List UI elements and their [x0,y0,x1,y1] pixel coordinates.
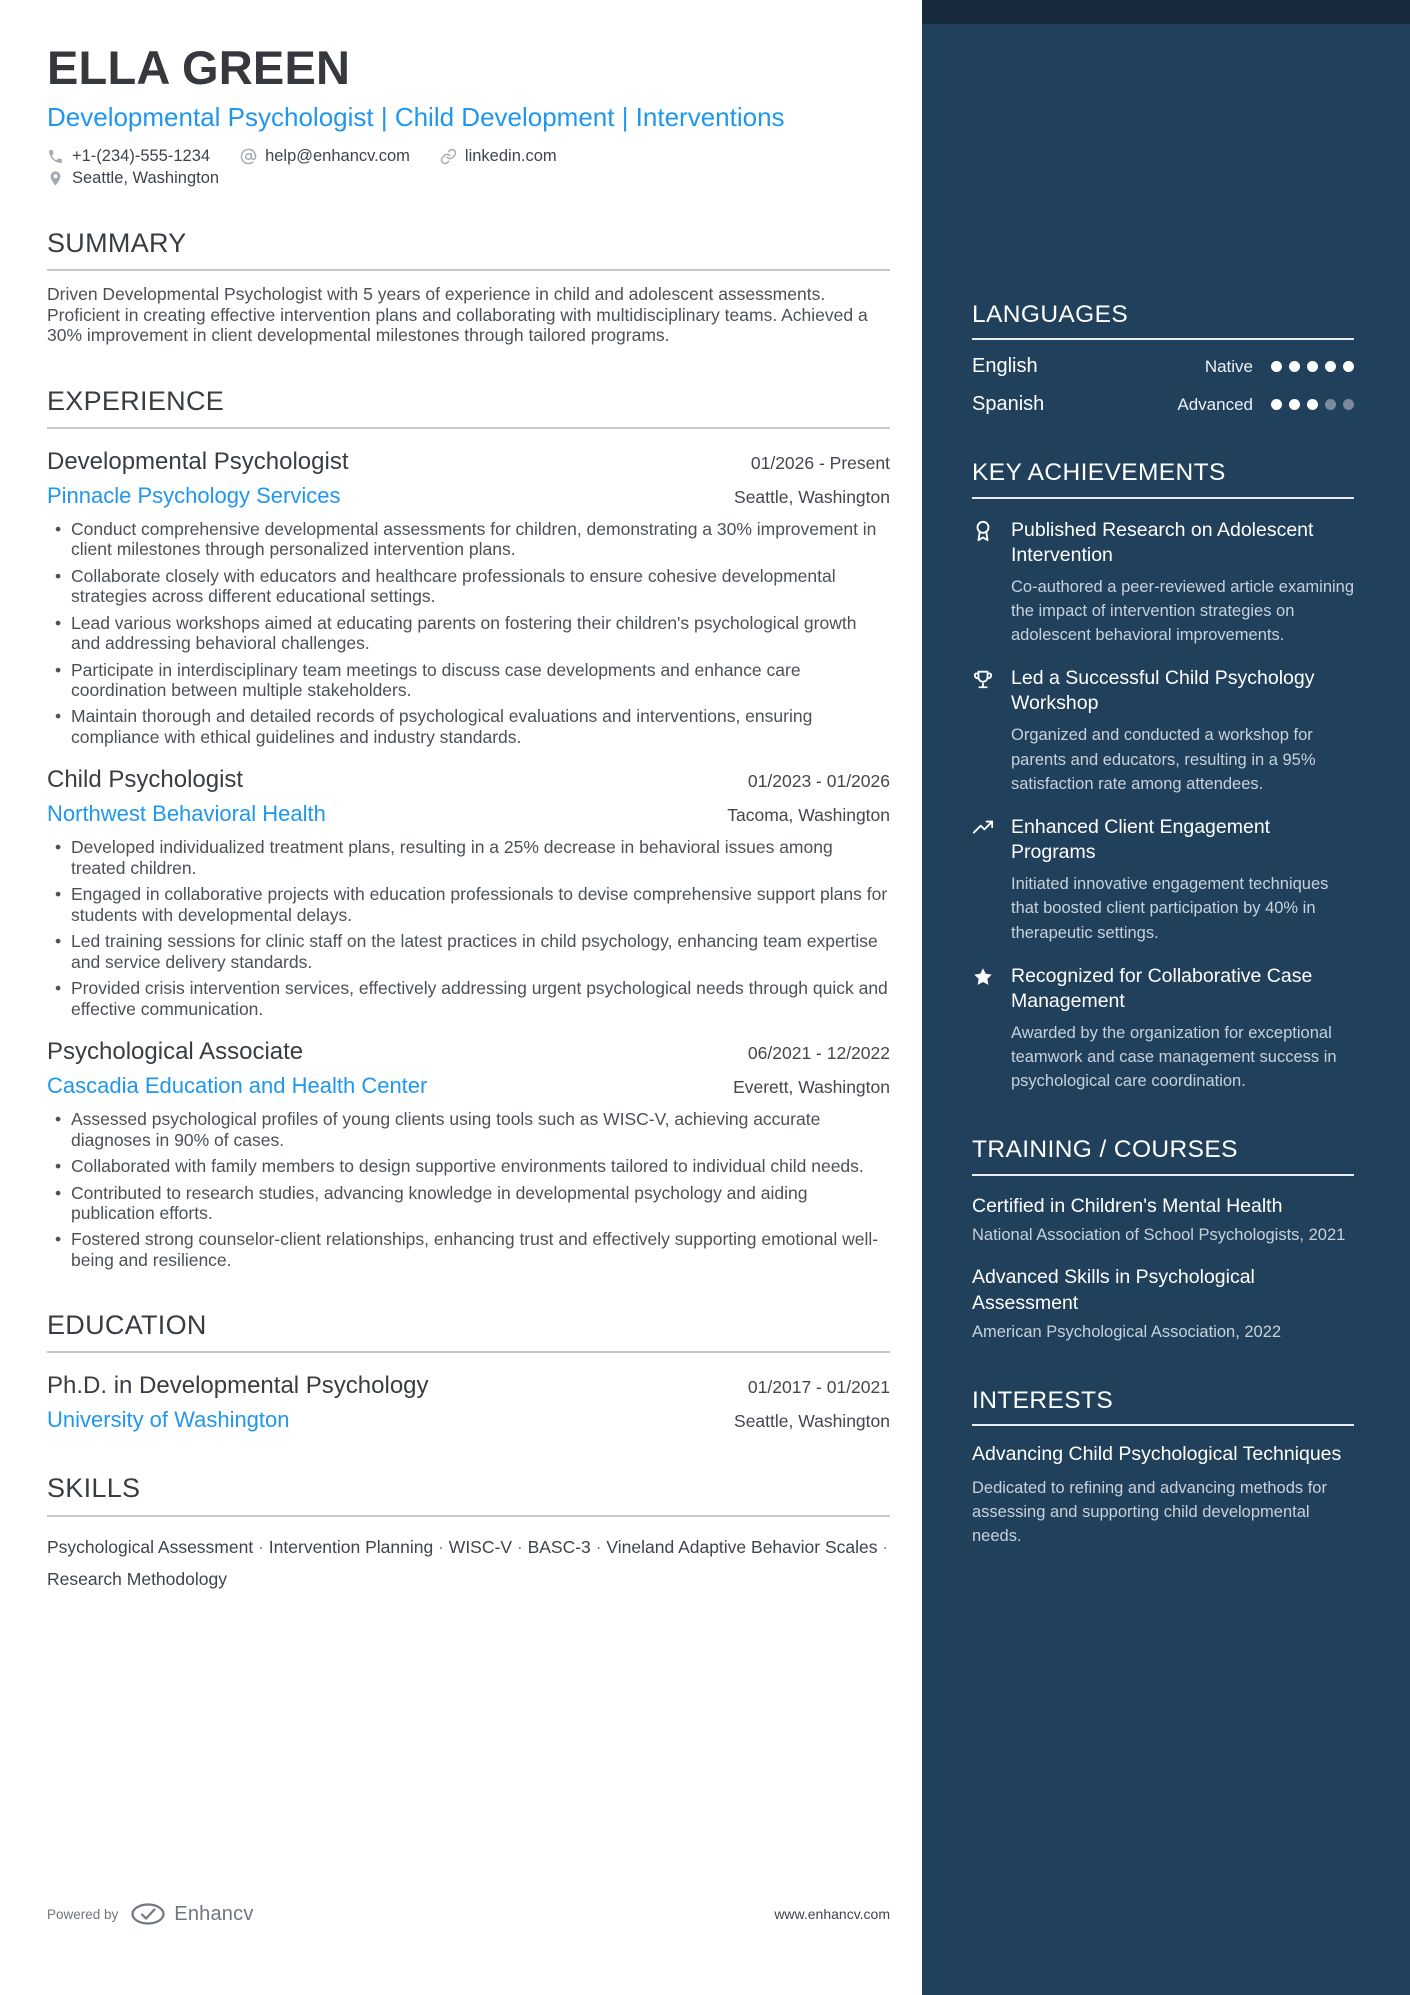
phone-number: +1-(234)-555-1234 [72,147,211,166]
course-item [972,1265,1354,1344]
achievement-description: Awarded by the organization for exceptional teamwork and case management success in psychological care coordination. [1011,1023,1337,1091]
achievement-item [972,815,1354,945]
job-bullet-list [47,837,890,1019]
course-organization: National Association of School Psychologists, 2021 [972,1226,1346,1245]
job-bullet-list [47,1109,890,1270]
achievement-description: Co-authored a peer-reviewed article examining the impact of intervention strategies on adolescent behavioral improvements. [1011,577,1355,645]
contact-info [47,147,890,188]
achievement-title: Recognized for Collaborative Case Management [1011,964,1313,1012]
candidate-headline: Developmental Psychologist | Child Development | Interventions [47,101,785,132]
email-contact[interactable] [240,147,410,166]
language-proficiency-dots [1271,361,1354,372]
bullet-item: • Provided crisis intervention services, effectively addressing urgent psychological needs through quick and effective communication. [71,978,890,1019]
bullet-item: • Collaborated with family members to design supportive environments tailored to individual child needs. [71,1156,890,1176]
phone-icon [47,148,64,165]
education-location: Seattle, Washington [734,1411,890,1432]
achievement-description: Organized and conducted a workshop for parents and educators, resulting in a 95% satisfaction rate among attendees. [1011,726,1316,793]
linkedin-contact[interactable] [440,147,557,166]
achievement-description: Initiated innovative engagement techniques that boosted client participation by 40% in therapeutic settings. [1011,875,1329,942]
education-heading: EDUCATION [47,1310,207,1341]
skill-item: Psychological Assessment · [47,1537,264,1557]
location-text: Seattle, Washington [72,169,220,188]
interest-item [972,1442,1354,1548]
language-row [972,355,1354,378]
job-dates: 01/2023 - 01/2026 [747,771,890,792]
language-name: English [972,355,1038,378]
panel-top-strip [922,0,1410,24]
course-organization: American Psychological Association, 2022 [972,1322,1282,1341]
achievement-title: Led a Successful Child Psychology Workshop [1011,667,1315,715]
star-icon [972,964,998,993]
section-divider [972,338,1354,340]
course-item [972,1194,1354,1247]
education-entry [47,1372,890,1433]
trophy-icon [972,666,998,695]
location-contact [47,169,219,188]
key-achievements-heading: KEY ACHIEVEMENTS [972,459,1226,487]
skill-item: WISC-V · [449,1537,523,1557]
skills-list [47,1531,890,1596]
bullet-item: • Developed individualized treatment plans, resulting in a 25% decrease in behavioral issues among treated children. [71,837,890,878]
skill-item: BASC-3 · [528,1537,602,1557]
website-link[interactable]: www.enhancv.com [774,1906,890,1922]
experience-heading: EXPERIENCE [47,385,225,416]
brand-name: Enhancv [174,1902,254,1925]
bullet-item: • Participate in interdisciplinary team meetings to discuss case developments and enhance care coordination between multiple stakeholders. [71,660,890,701]
bullet-item: • Engaged in collaborative projects with education professionals to devise comprehensive support plans for students with developmental delays. [71,884,890,925]
skills-heading: SKILLS [47,1473,141,1504]
achievement-title: Published Research on Adolescent Intervention [1011,518,1314,566]
bullet-item: • Collaborate closely with educators and healthcare professionals to ensure cohesive developmental strategies across different educational settings. [71,566,890,607]
section-divider [972,497,1354,499]
interest-title: Advancing Child Psychological Techniques [972,1443,1342,1466]
bullet-item: • Led training sessions for clinic staff on the latest practices in child psychology, enhancing team expertise and service delivery standards. [71,931,890,972]
section-divider [47,427,890,429]
medal-icon [972,518,998,547]
languages-section [972,300,1354,416]
course-title: Certified in Children's Mental Health [972,1194,1283,1217]
job-dates: 01/2026 - Present [750,452,890,473]
phone-contact [47,147,210,166]
job-title: Developmental Psychologist [47,447,349,475]
bullet-item: • Contributed to research studies, advancing knowledge in developmental psychology and aiding publication efforts. [71,1183,890,1224]
achievement-title: Enhanced Client Engagement Programs [1011,816,1271,864]
achievement-item [972,518,1354,648]
school-name: University of Washington [47,1407,290,1433]
summary-text: Driven Developmental Psychologist with 5 years of experience in child and adolescent assessments. Proficient in creating effective intervention plans and collaborating with multidisciplinary teams. Achieved a 30% improvement in client developmental milestones through tailored programs. [47,284,868,346]
at-icon [240,148,257,165]
footer [47,1902,890,1926]
sidebar-panel [922,0,1410,1995]
email-address[interactable]: help@enhancv.com [265,147,410,166]
bullet-item: • Assessed psychological profiles of young clients using tools such as WISC-V, achieving accurate diagnoses in 90% of cases. [71,1109,890,1150]
language-level: Advanced [1177,394,1253,414]
link-icon [440,148,457,165]
section-divider [47,1351,890,1353]
job-dates: 06/2021 - 12/2022 [747,1043,890,1064]
job-company: Pinnacle Psychology Services [47,482,341,508]
bullet-item: • Fostered strong counselor-client relationships, enhancing trust and effectively supporting emotional well-being and resilience. [71,1229,890,1270]
enhancv-logo-icon [130,1902,166,1926]
skill-item: Vineland Adaptive Behavior Scales · [606,1537,888,1557]
enhancv-logo [130,1902,253,1926]
summary-section [47,228,890,345]
job-title: Child Psychologist [47,766,244,794]
interests-section [972,1386,1354,1548]
language-name: Spanish [972,393,1045,416]
linkedin-url[interactable]: linkedin.com [464,147,557,166]
candidate-name: ELLA GREEN [47,41,351,94]
interest-description: Dedicated to refining and advancing methods for assessing and supporting child developmental needs. [972,1478,1327,1545]
course-title: Advanced Skills in Psychological Assessment [972,1266,1255,1314]
section-divider [972,1174,1354,1176]
job-location: Everett, Washington [733,1077,890,1098]
achievement-item [972,666,1354,796]
job-bullet-list [47,519,890,748]
key-achievements-section [972,458,1354,1093]
trending-up-icon [972,815,998,844]
experience-entry [47,766,890,1019]
experience-entry [47,448,890,748]
achievement-item [972,964,1354,1094]
education-section [47,1310,890,1433]
experience-section [47,386,890,1271]
language-row [972,393,1354,416]
summary-heading: SUMMARY [47,228,187,259]
bullet-item: • Conduct comprehensive developmental assessments for children, demonstrating a 30% improvement in client milestones through personalized intervention plans. [71,519,890,560]
bullet-item: • Maintain thorough and detailed records of psychological evaluations and interventions, ensuring compliance with ethical guidelines and industry standards. [71,706,890,747]
training-courses-heading: TRAINING / COURSES [972,1136,1238,1164]
languages-heading: LANGUAGES [972,301,1129,328]
education-dates: 01/2017 - 01/2021 [747,1377,890,1398]
training-courses-section [972,1135,1354,1344]
main-column [47,0,890,1595]
powered-by-label: Powered by [47,1906,119,1922]
experience-entry [47,1038,890,1270]
section-divider [972,1424,1354,1426]
skills-section [47,1473,890,1595]
section-divider [47,1515,890,1517]
degree-title: Ph.D. in Developmental Psychology [47,1372,429,1400]
interests-heading: INTERESTS [972,1387,1114,1415]
skill-item: Research Methodology [47,1568,227,1589]
job-company: Northwest Behavioral Health [47,801,326,827]
skill-item: Intervention Planning · [269,1537,444,1557]
job-title: Psychological Associate [47,1038,304,1066]
bullet-item: • Lead various workshops aimed at educating parents on fostering their children's psychological growth and addressing behavioral challenges. [71,613,890,654]
language-level: Native [1204,356,1253,376]
job-company: Cascadia Education and Health Center [47,1073,428,1099]
job-location: Tacoma, Washington [727,805,890,826]
section-divider [47,269,890,271]
language-proficiency-dots [1271,399,1354,410]
pin-icon [47,170,64,187]
job-location: Seattle, Washington [734,486,890,507]
